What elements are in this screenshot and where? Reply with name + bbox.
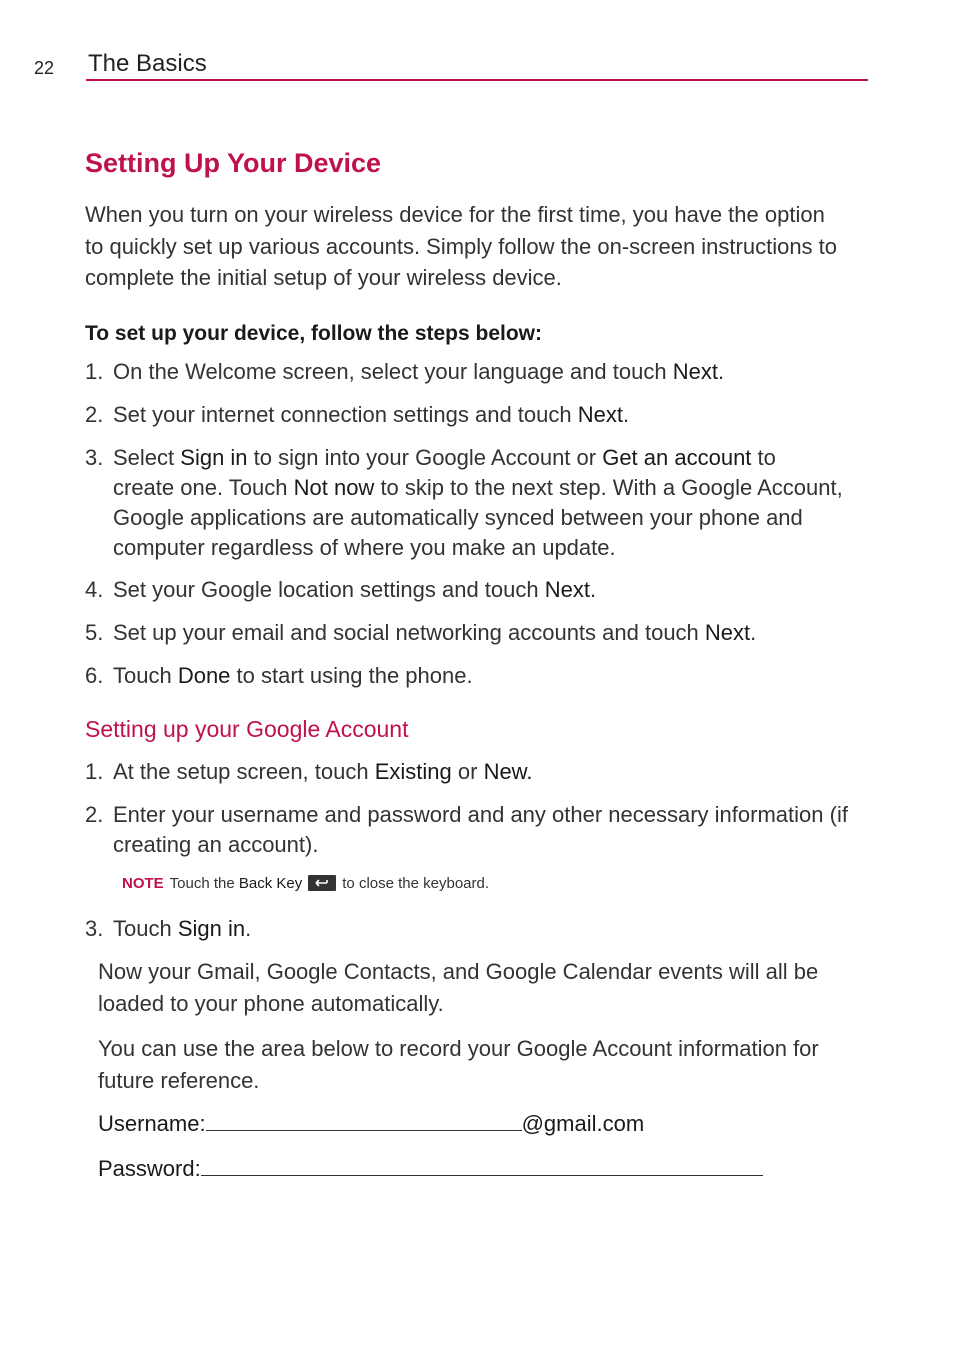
- step-number: 1.: [85, 359, 104, 384]
- step-number: 5.: [85, 620, 104, 645]
- steps-heading: To set up your device, follow the steps below:: [85, 322, 543, 345]
- password-blank[interactable]: [201, 1157, 763, 1176]
- username-blank[interactable]: [206, 1112, 522, 1131]
- note-text: Touch the: [169, 875, 239, 892]
- info-paragraph: You can use the area below to record your Google Account information for future reference.: [98, 1036, 819, 1093]
- note-text: to close the keyboard.: [342, 875, 490, 892]
- step-text: Set your Google location settings and touch Next.: [113, 577, 597, 602]
- header-divider: [86, 79, 868, 81]
- intro-paragraph: When you turn on your wireless device for the first time, you have the option to quickly set up various accounts. Simply follow the on-screen instructions to complete the initial setup of your wireless device.: [85, 202, 838, 290]
- step-text: At the setup screen, touch Existing or New.: [113, 759, 533, 784]
- step-text: Set your internet connection settings and touch Next.: [113, 402, 630, 427]
- password-label: Password:: [98, 1156, 201, 1181]
- step-number: 2.: [85, 402, 104, 427]
- step-number: 3.: [85, 916, 104, 941]
- step-number: 3.: [85, 445, 104, 470]
- step-number: 2.: [85, 802, 104, 827]
- back-key-icon: [308, 875, 336, 891]
- step-number: 6.: [85, 663, 104, 688]
- section-heading: Setting up your Google Account: [85, 716, 409, 742]
- note: [122, 875, 489, 892]
- step-text: Touch Sign in.: [113, 916, 252, 941]
- step-text: Touch Done to start using the phone.: [113, 663, 473, 688]
- section-title: The Basics: [88, 50, 207, 77]
- step-text: Enter your username and password and any other necessary information (if creating an account).: [113, 802, 848, 857]
- note-keyword: Back Key: [238, 875, 303, 892]
- info-paragraph: Now your Gmail, Google Contacts, and Google Calendar events will all be loaded to your phone automatically.: [98, 959, 819, 1016]
- password-field[interactable]: [98, 1156, 763, 1182]
- page-title: Setting Up Your Device: [85, 148, 382, 178]
- note-label: NOTE: [122, 875, 164, 892]
- page-number: 22: [34, 58, 55, 78]
- step-number: 1.: [85, 759, 104, 784]
- step-text: Select Sign in to sign into your Google Account or Get an account to create one. Touch Not now to skip to the next step. With a Google Account, Google applications are automatically synced between your phone and computer regardless of where you make an update.: [113, 445, 843, 560]
- step-number: 4.: [85, 577, 104, 602]
- username-field[interactable]: [98, 1111, 644, 1137]
- username-label: Username:: [98, 1111, 206, 1136]
- step-text: Set up your email and social networking accounts and touch Next.: [113, 620, 757, 645]
- step-text: On the Welcome screen, select your language and touch Next.: [113, 359, 725, 384]
- username-suffix: @gmail.com: [521, 1111, 645, 1136]
